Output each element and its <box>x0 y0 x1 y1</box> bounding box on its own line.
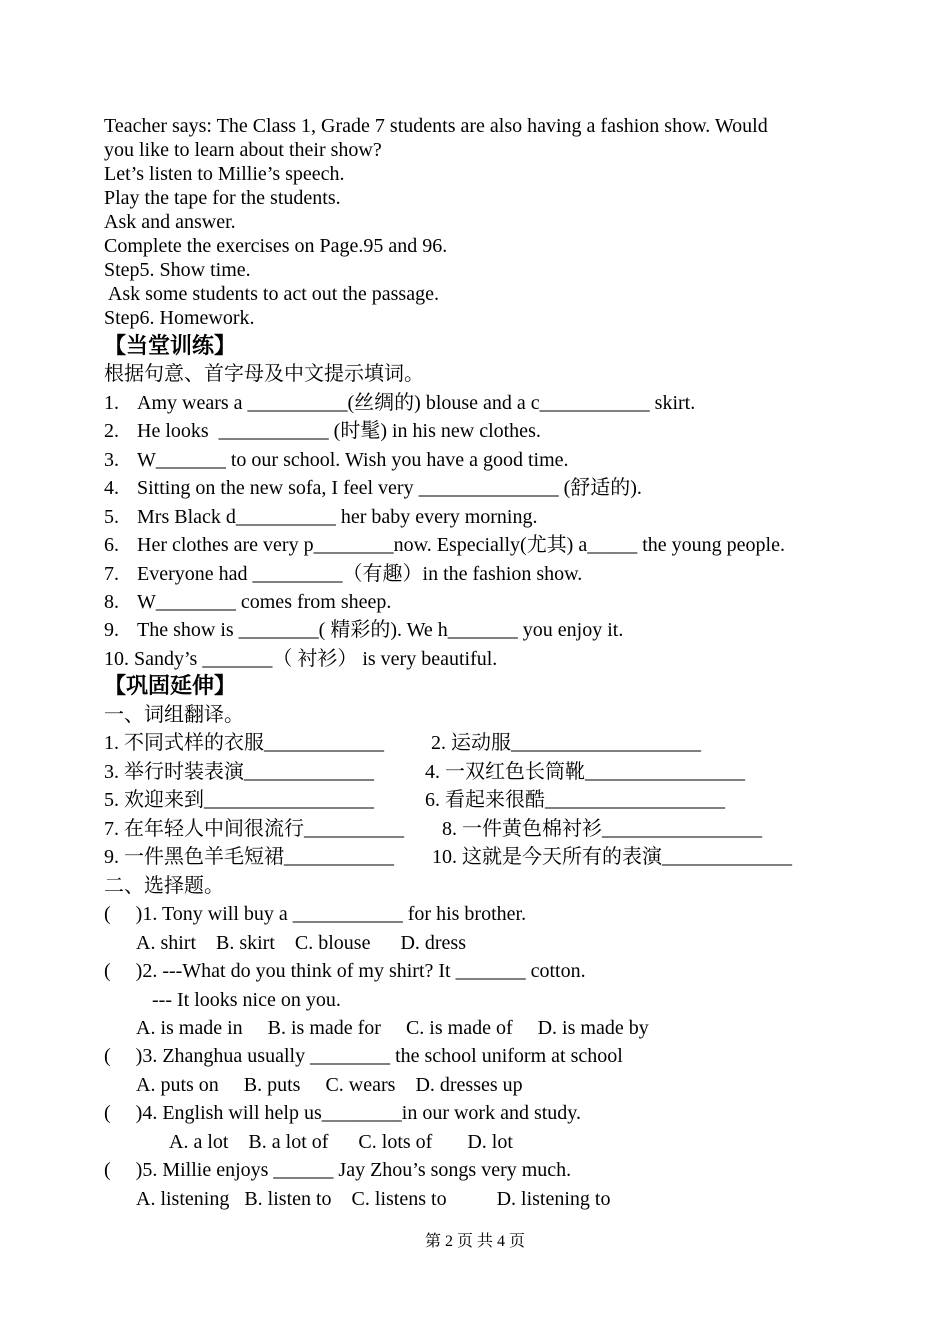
item-text: Sandy’s _______（ 衬衫） is very beautiful. <box>134 648 498 670</box>
item-text: Her clothes are very p________now. Especially(尤其) a_____ the young people. <box>137 534 785 556</box>
item-text: Everyone had _________（有趣）in the fashion show. <box>137 563 583 585</box>
item-number: 1. <box>104 392 119 414</box>
translation-left: 3. 举行时装表演_____________ <box>104 761 374 783</box>
choice-question: ( )1. Tony will buy a ___________ for his brother. <box>104 903 527 925</box>
item-text: W_______ to our school. Wish you have a good time. <box>137 449 569 471</box>
choice-dialog-line: --- It looks nice on you. <box>152 989 341 1011</box>
translation-right: 8. 一件黄色棉衬衫________________ <box>442 818 762 840</box>
translation-left: 5. 欢迎来到_________________ <box>104 789 374 811</box>
translation-right: 2. 运动服___________________ <box>431 732 701 754</box>
item-number: 4. <box>104 477 119 499</box>
item-text: Sitting on the new sofa, I feel very ______________ (舒适的). <box>137 477 642 499</box>
intro-line: Step6. Homework. <box>104 307 255 329</box>
item-number: 6. <box>104 534 119 556</box>
section-heading-consolidation: 【巩固延伸】 <box>104 674 237 699</box>
section-heading-practice: 【当堂训练】 <box>104 334 237 359</box>
choice-question: ( )2. ---What do you think of my shirt? It _______ cotton. <box>104 960 586 982</box>
intro-line: Play the tape for the students. <box>104 187 341 209</box>
item-number: 7. <box>104 563 119 585</box>
intro-line: Ask and answer. <box>104 211 236 233</box>
section-instruction: 根据句意、首字母及中文提示填词。 <box>104 363 424 385</box>
translation-left: 9. 一件黑色羊毛短裙___________ <box>104 846 394 868</box>
item-text: Amy wears a __________(丝绸的) blouse and a c___________ skirt. <box>137 392 696 414</box>
item-text: He looks ___________ (时髦) in his new clothes. <box>137 420 541 442</box>
exercise-item <box>104 476 642 500</box>
intro-line: Let’s listen to Millie’s speech. <box>104 163 345 185</box>
item-number: 9. <box>104 619 119 641</box>
page-footer: 第 2 页 共 4 页 <box>424 1233 525 1250</box>
intro-line: Step5. Show time. <box>104 259 251 281</box>
intro-line: Ask some students to act out the passage. <box>104 283 439 305</box>
choice-options: A. puts on B. puts C. wears D. dresses up <box>136 1074 523 1096</box>
item-text: Mrs Black d__________ her baby every morning. <box>137 506 538 528</box>
part-title-translation: 一、词组翻译。 <box>104 704 244 726</box>
exercise-item <box>104 647 497 671</box>
item-number: 3. <box>104 449 119 471</box>
choice-question: ( )3. Zhanghua usually ________ the school uniform at school <box>104 1045 623 1067</box>
translation-right: 10. 这就是今天所有的表演_____________ <box>432 846 792 868</box>
intro-line: Complete the exercises on Page.95 and 96. <box>104 235 448 257</box>
choice-options: A. listening B. listen to C. listens to D. listening to <box>136 1188 611 1210</box>
item-text: The show is ________( 精彩的). We h_______ you enjoy it. <box>137 619 624 641</box>
item-number: 8. <box>104 591 119 613</box>
item-number: 10. <box>104 648 129 670</box>
choice-question: ( )4. English will help us________in our work and study. <box>104 1102 582 1124</box>
exercise-item <box>104 505 537 529</box>
choice-options: A. shirt B. skirt C. blouse D. dress <box>136 932 466 954</box>
translation-left: 7. 在年轻人中间很流行__________ <box>104 818 404 840</box>
choice-options: A. is made in B. is made for C. is made of D. is made by <box>136 1017 649 1039</box>
exercise-item <box>104 391 695 415</box>
exercise-item <box>104 590 391 614</box>
exercise-item <box>104 618 623 642</box>
exercise-item <box>104 562 582 586</box>
part-title-choice: 二、选择题。 <box>104 875 224 897</box>
choice-question: ( )5. Millie enjoys ______ Jay Zhou’s songs very much. <box>104 1159 572 1181</box>
intro-line: Teacher says: The Class 1, Grade 7 students are also having a fashion show. Would <box>104 115 768 137</box>
exercise-item <box>104 419 541 443</box>
item-number: 2. <box>104 420 119 442</box>
exercise-item <box>104 448 569 472</box>
choice-options: A. a lot B. a lot of C. lots of D. lot <box>169 1131 513 1153</box>
translation-right: 4. 一双红色长筒靴________________ <box>425 761 745 783</box>
exercise-item <box>104 533 785 557</box>
translation-right: 6. 看起来很酷__________________ <box>425 789 725 811</box>
translation-left: 1. 不同式样的衣服____________ <box>104 732 384 754</box>
item-text: W________ comes from sheep. <box>137 591 392 613</box>
item-number: 5. <box>104 506 119 528</box>
intro-line: you like to learn about their show? <box>104 139 382 161</box>
